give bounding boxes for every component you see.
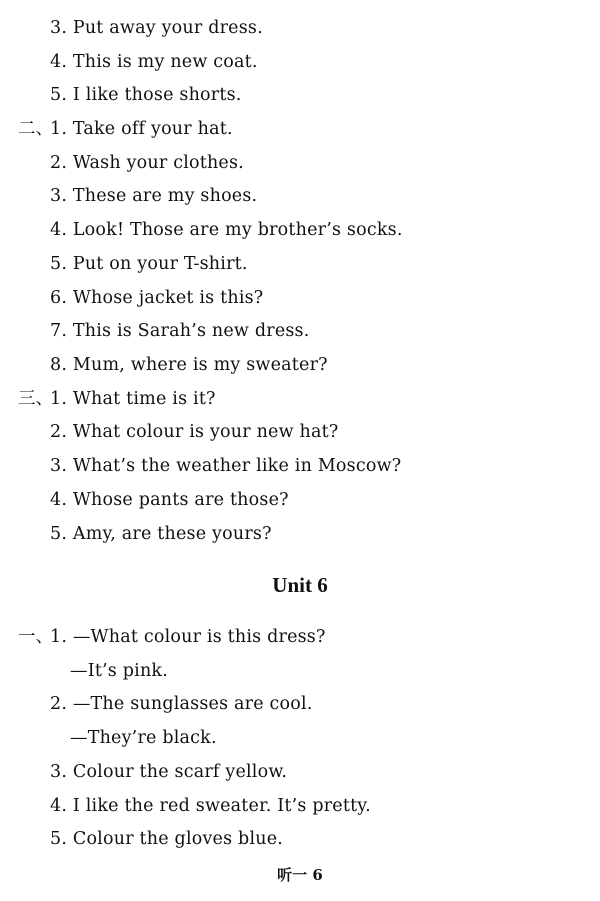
list-item: 5. I like those shorts. <box>50 85 242 105</box>
list-item: 5. Amy, are these yours? <box>50 524 272 544</box>
section-marker-three: 三、 <box>18 389 53 409</box>
list-item: 3. What’s the weather like in Moscow? <box>50 456 402 476</box>
list-item: 1. What time is it? <box>50 389 216 409</box>
list-item: 3. These are my shoes. <box>50 186 258 206</box>
list-item: —It’s pink. <box>70 661 168 681</box>
unit-title: Unit 6 <box>272 573 328 597</box>
page-number: 听一 6 <box>277 866 323 884</box>
list-item: 1. Take off your hat. <box>50 119 233 139</box>
list-item: 2. —The sunglasses are cool. <box>50 694 313 714</box>
list-item: 8. Mum, where is my sweater? <box>50 355 328 375</box>
list-item: 3. Colour the scarf yellow. <box>50 762 288 782</box>
list-item: 1. —What colour is this dress? <box>50 627 326 647</box>
list-item: —They’re black. <box>70 728 217 748</box>
list-item: 2. What colour is your new hat? <box>50 422 339 442</box>
list-item: 4. Whose pants are those? <box>50 490 289 510</box>
list-item: 3. Put away your dress. <box>50 18 263 38</box>
list-item: 4. This is my new coat. <box>50 52 258 72</box>
list-item: 5. Put on your T-shirt. <box>50 254 248 274</box>
list-item: 5. Colour the gloves blue. <box>50 829 284 849</box>
list-item: 7. This is Sarah’s new dress. <box>50 321 310 341</box>
list-item: 2. Wash your clothes. <box>50 153 244 173</box>
list-item: 4. I like the red sweater. It’s pretty. <box>50 796 371 816</box>
list-item: 4. Look! Those are my brother’s socks. <box>50 220 403 240</box>
list-item: 6. Whose jacket is this? <box>50 288 264 308</box>
section-marker-two: 二、 <box>18 119 53 139</box>
section-marker-one: 一、 <box>18 627 53 647</box>
